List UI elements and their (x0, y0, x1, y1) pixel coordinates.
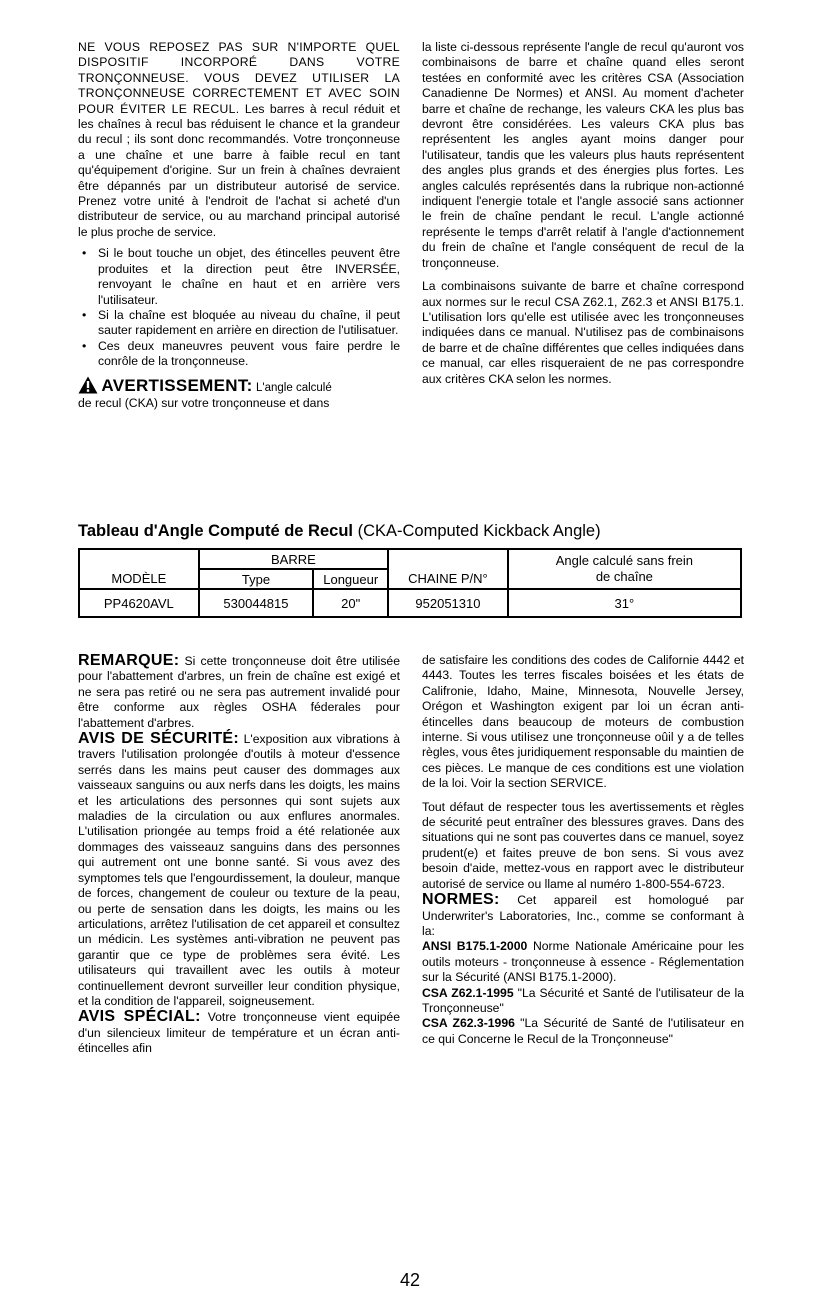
header-angle: Angle calculé sans frein de chaîne (508, 549, 741, 589)
table-title (78, 520, 758, 542)
special-notice-paragraph (78, 1009, 400, 1056)
spark-arrestor-paragraph: de satisfaire les conditions des codes de Californie 4442 et 4443. Toutes les terres fiscales boisées et les états de Califronie, Idaho, Maine, Minnesota, Nouvelle Jersey, Orégon et Washington exigent par loi un écran anti-étincelles dans beaucoup de moteurs de combustion interne. Si vous utiIisez une tronçonneuse oûil y a de telles règles, vous êtes juridiquement responsable du maintien de ces pièces. Le manque de ces conditions est une violation de la loi. Voir la section SERVICE. (422, 653, 744, 791)
header-model: MODÈLE (79, 549, 199, 589)
combination-paragraph: La combinaisons suivante de barre et chaîne correspond aux normes sur le recul CSA Z62.1, Z62.3 et ANSI B175.1. L'utilisation lors qu'elle est utilisée avec les tronçonneuses indiquées dans ce manual. N'utilisez pas de combinaisons de barre et de chaîne différentes que celles indiquées dans ce manual, car elles risqueraient de ne pas correspondre aux critères CKA selon les normes. (422, 279, 744, 386)
page-number: 42 (400, 1270, 421, 1290)
header-length: Longueur (313, 569, 388, 589)
normes-title: NORMES: (422, 891, 500, 909)
standard-ansi-code: ANSI B175.1-2000 (422, 939, 528, 954)
cka-explanation: la liste ci-dessous représente l'angle de recul qu'auront vos combinaisons de barre et chaîne quand elles seront testées en conformité avec les critères CSA (Association Canadienne De Normes) et ANSI. Au moment d'acheter barre et chaîne de rechange, les valeurs CKA les plus bas devront être considérées. Les valeurs CKA plus bas représentent les angles ayant moins danger pour l'utilisateur, tandis que les valeurs plus hauts représentent des angles plus grands et des énergies plus fortes. Les angles calculés représentés dans la rubrique non-actionné indiquent l'energie totale et l'angle associé sans actionner le frein de chaîne pendant le recul. L'angle actionné représente le temps d'arrêt relatif à l'angle d'actionnement du frein de chaîne et l'angle conséquent de recul de la tronçonneuse. (422, 40, 744, 270)
standard-csa-z62-1-text: "La Sécurité et Santé de l'utilisateur de la Tronçonneuse" (422, 985, 744, 1015)
safety-notice-text: L'exposition aux vibrations à travers l'utilisation prolongée d'outils à moteur d'essence serrés dans les mains peut causer des dommages aux vaisseaux sanguins ou aux nerfs dans les doigts, les mains et les articulations des personnes qui sont sujets aux maladies de la circulation ou aux enflures anormales. L'utilisation priongée au temps froid a été relationée aux dommages des vaisseauz sanguins dans des personnes qui autrement ont une bonne santé. Si vous avez des symptomes tels que l'engourdissement, la douleur, manque de forces, changement de couleur ou texture de la peau, ou perte de sensation dans les doigts, les mains ou les articulations, arrêtez l'utilisation de cet appareil et consultez un médicin. Les systèmes anti-vibration ne peuvent pas garantir que ce type de problèmes sera évité. Les utilisateurs qui travaillent avec les outils à moteur continuellement devront surveiller leur condition physique, et la condition de l'appareil, soigneusement. (78, 732, 401, 1008)
standard-ansi-text: Norme Nationale Américaine pour les outils moteurs - tronçonneuse à essence - Réglementation sur la Sécurité (ANSI B175.1-2000). (422, 939, 745, 985)
right-column (422, 40, 744, 387)
left-column (78, 40, 400, 411)
standard-csa-z62-1 (422, 986, 744, 1017)
cell-length: 20" (313, 589, 388, 617)
standard-csa-z62-1-code: CSA Z62.1-1995 (422, 985, 514, 1000)
cell-chain: 952051310 (388, 589, 508, 617)
hazard-item-tip-contact: • Si le bout touche un objet, des étincelles peuvent être produites et la direction peut être INVERSÉE, renvoyant le chaîne en haut et en arrière vers l'utilisateur. (78, 246, 400, 308)
table-title-bold: Tableau d'Angle Computé de Recul (78, 522, 353, 540)
normes-text: Cet appareil est homologué par Underwriter's Laboratories, Inc., comme se conformant à la: (422, 893, 745, 938)
safety-notice-title: AVIS DE SÉCURITÉ: (78, 730, 240, 748)
warning-title: AVERTISSEMENT: (101, 375, 253, 395)
cell-model: PP4620AVL (79, 589, 199, 617)
warning-text-continued: de recul (CKA) sur votre tronçonneuse et dans (78, 395, 330, 410)
intro-paragraph (78, 40, 400, 240)
normes-paragraph (422, 892, 744, 939)
remarque-paragraph (78, 653, 400, 731)
lower-left-column (78, 653, 400, 1057)
lower-right-column (422, 653, 744, 1047)
table-title-plain: (CKA-Computed Kickback Angle) (357, 522, 601, 540)
remarque-title: REMARQUE: (78, 652, 180, 669)
compliance-paragraph: Tout défaut de respecter tous les avertissements et règles de sécurité peut entraîner des blessures graves. Dans des situations qui ne sont pas couvertes dans ce manuel, soyez prudent(e) et faites preuve de bon sens. Si vous avez besoin d'aide, mettez-vous en rapport avec le distributeur autorisé de service ou llame al numéro 1-800-554-6723. (422, 799, 744, 891)
cell-type: 530044815 (199, 589, 314, 617)
warning-paragraph (78, 376, 400, 412)
hazard-item-loss-control: • Ces deux maneuvres peuvent vous faire perdre le conrôle de la tronçonneuse. (78, 339, 400, 370)
warning-text-start: L'angle calculé (256, 381, 332, 394)
header-bar: BARRE (199, 549, 389, 569)
standard-csa-z62-3-text: "La Sécurité de Santé de l'utilisateur en ce qui Concerne le Recul de la Tronçonneuse" (422, 1016, 744, 1046)
warning-triangle-icon (78, 376, 98, 394)
special-notice-title: AVIS SPÉCIAL: (78, 1008, 201, 1026)
table-row (79, 589, 741, 617)
kickback-angle-table (78, 548, 742, 618)
hazard-list (78, 246, 400, 369)
header-type: Type (199, 569, 314, 589)
intro-uppercase: NE VOUS REPOSEZ PAS SUR N'IMPORTE QUEL DISPOSITIF INCORPORÉ DANS VOTRE TRONÇONNEUSE. VOUS DEVEZ UTILISER LA TRONÇONNEUSE CORRECTEMENT ET AVEC SOIN POUR ÉVITER LE RECUL. (78, 40, 400, 116)
header-chain: CHAINE P/N° (388, 549, 508, 589)
cell-angle: 31° (508, 589, 741, 617)
special-notice-text: Votre tronçonneuse vient equipée d'un silencieux limiteur de température et un écran anti-étincelles afin (78, 1010, 400, 1056)
safety-notice-paragraph (78, 731, 400, 1009)
hazard-item-pinch: • Si la chaîne est bloquée au niveau du chaîne, il peut sauter rapidement en arrière en direction de l'utilisatuer. (78, 308, 400, 339)
intro-text: Les barres à recul réduit et les chaînes à recul bas réduisent le chance et la grandeur du recul ; ils sont donc recommandés. Votre tronçonneuse a une chaîne et une barre à faible recul en tant qu'équipement d'origine. Sur un frein à chaînes devraient être dépannés par un distributeur autorisé de service. Prenez votre unité à l'endroit de l'achat si acheté d'un distributeur de service, ou au marchand principal autorisé le plus proche de service. (78, 101, 400, 239)
standard-ansi (422, 939, 744, 985)
standard-csa-z62-3-code: CSA Z62.3-1996 (422, 1016, 515, 1031)
standard-csa-z62-3 (422, 1016, 744, 1047)
remarque-text: Si cette tronçonneuse doit être utilisée pour l'abattement d'arbres, un frein de chaîne est exigé et ne sera pas retiré ou ne sera pas autrement invalidé pour être conforme aux règles OSHA féderales pour l'abattement d'arbres. (78, 654, 400, 730)
